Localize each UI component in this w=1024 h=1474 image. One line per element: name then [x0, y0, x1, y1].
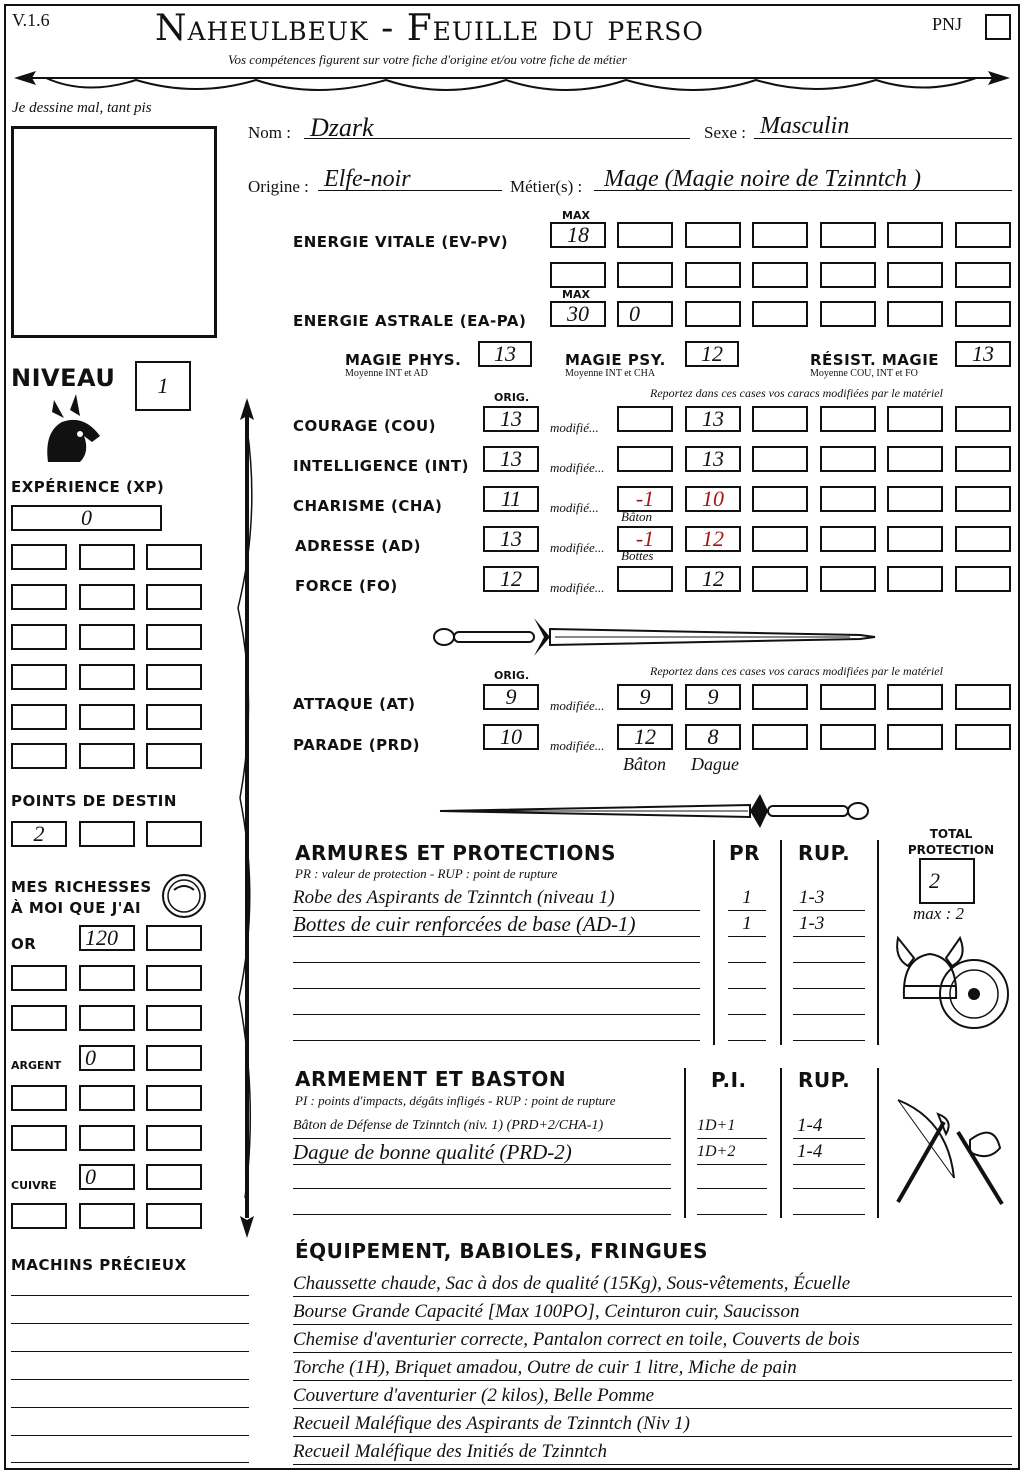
combat-box[interactable]	[820, 684, 876, 710]
ev-box[interactable]	[955, 262, 1011, 288]
ev-box[interactable]	[617, 222, 673, 248]
equipement-item[interactable]: Torche (1H), Briquet amadou, Outre de cuir 1 litre, Miche de pain	[293, 1356, 1012, 1381]
armures-pr-label: PR	[729, 841, 761, 865]
money-box[interactable]	[146, 925, 202, 951]
ea-max-box[interactable]	[550, 301, 606, 327]
arme-item-rup[interactable]: 1-4	[793, 1114, 865, 1139]
machins-line[interactable]	[11, 1435, 249, 1436]
equipement-item[interactable]: Chaussette chaude, Sac à dos de qualité (15Kg), Sous-vêtements, Écuelle	[293, 1272, 1012, 1297]
arme-empty-line[interactable]	[793, 1214, 865, 1215]
combat-orig-value: 9	[505, 684, 517, 709]
stat-box[interactable]	[752, 526, 808, 552]
money-box[interactable]	[146, 1125, 202, 1151]
or-value: 120	[85, 925, 118, 950]
pnj-checkbox[interactable]	[985, 14, 1011, 40]
nom-label: Nom :	[248, 123, 291, 142]
ev-box[interactable]	[955, 222, 1011, 248]
stat-adresse-label: ADRESSE (AD)	[295, 537, 422, 555]
argent-value: 0	[85, 1045, 96, 1070]
stat-adresse-final[interactable]	[685, 526, 741, 552]
xp-grid-box[interactable]	[79, 743, 135, 769]
ea-current-box[interactable]	[617, 301, 673, 327]
attaque-baton[interactable]	[617, 684, 673, 710]
stat-box[interactable]	[955, 566, 1011, 592]
resist-magie-label: RÉSIST. MAGIE	[810, 351, 940, 369]
stat-box[interactable]	[820, 406, 876, 432]
combat-value: 12	[634, 724, 656, 749]
ev-box[interactable]	[887, 262, 943, 288]
arme-empty-line[interactable]	[697, 1214, 767, 1215]
combat-note-dague: Dague	[691, 754, 739, 774]
combat-mod-label: modifiée...	[550, 738, 605, 753]
destin-box[interactable]	[11, 821, 67, 847]
stat-force-final[interactable]	[685, 566, 741, 592]
stat-charisme-label: CHARISME (CHA)	[293, 497, 443, 515]
money-box[interactable]	[11, 1005, 67, 1031]
equipement-item[interactable]: Recueil Maléfique des Initiés de Tzinntch	[293, 1440, 1012, 1465]
xp-grid-box[interactable]	[146, 704, 202, 730]
arme-item-name[interactable]: Bâton de Défense de Tzinntch (niv. 1) (PRD+2/CHA-1)	[293, 1114, 671, 1139]
stat-adresse-mod-note: Bottes	[621, 548, 654, 563]
niveau-box[interactable]	[135, 361, 191, 411]
money-box[interactable]	[146, 1164, 202, 1190]
xp-grid-box[interactable]	[146, 624, 202, 650]
cuivre-box[interactable]	[79, 1164, 135, 1190]
xp-grid-box[interactable]	[79, 544, 135, 570]
machins-label: MACHINS PRÉCIEUX	[11, 1256, 187, 1274]
magie-psy-value: 12	[701, 341, 723, 366]
ev-box[interactable]	[820, 222, 876, 248]
combat-box[interactable]	[887, 724, 943, 750]
ev-box[interactable]	[752, 222, 808, 248]
armure-item-pr[interactable]: 1	[728, 886, 766, 911]
armure-empty-line[interactable]	[728, 988, 766, 989]
equipement-item[interactable]: Bourse Grande Capacité [Max 100PO], Ceinturon cuir, Saucisson	[293, 1300, 1012, 1325]
stat-charisme-final[interactable]	[685, 486, 741, 512]
argent-label: ARGENT	[11, 1059, 62, 1072]
xp-grid-box[interactable]	[79, 624, 135, 650]
stat-box[interactable]	[955, 406, 1011, 432]
stat-box[interactable]	[887, 526, 943, 552]
magie-psy-label: MAGIE PSY.	[565, 351, 666, 369]
combat-value: 9	[639, 684, 651, 709]
dragon-icon	[40, 392, 104, 464]
ea-max-label: MAX	[562, 288, 590, 301]
metier-label: Métier(s) :	[510, 177, 583, 196]
stat-charisme-mod-note: Bâton	[621, 509, 653, 524]
xp-grid-box[interactable]	[146, 584, 202, 610]
money-box[interactable]	[11, 1203, 67, 1229]
total-protection-box[interactable]	[919, 858, 975, 904]
stat-orig-value: 13	[500, 526, 522, 551]
armement-rup-label: RUP.	[798, 1068, 851, 1092]
armure-empty-line[interactable]	[793, 1014, 865, 1015]
money-box[interactable]	[11, 965, 67, 991]
money-box[interactable]	[79, 1125, 135, 1151]
machins-line[interactable]	[11, 1379, 249, 1380]
total-protection-label: TOTAL PROTECTION	[907, 827, 995, 857]
stat-box[interactable]	[820, 446, 876, 472]
armure-empty-line[interactable]	[793, 1040, 865, 1041]
destin-box[interactable]	[79, 821, 135, 847]
xp-grid-box[interactable]	[11, 624, 67, 650]
armement-col-divider	[780, 1068, 782, 1218]
stat-charisme-orig[interactable]	[483, 486, 539, 512]
magie-phys-label: MAGIE PHYS.	[345, 351, 462, 369]
staff-icon	[230, 398, 264, 1238]
arme-item-pi[interactable]: 1D+2	[697, 1140, 767, 1165]
sexe-value[interactable]: Masculin	[760, 113, 850, 139]
stat-orig-value: 13	[500, 446, 522, 471]
arme-empty-line[interactable]	[793, 1188, 865, 1189]
garland-divider	[6, 66, 1018, 106]
combat-box[interactable]	[820, 724, 876, 750]
destin-box[interactable]	[146, 821, 202, 847]
xp-grid-box[interactable]	[11, 544, 67, 570]
combat-value: 9	[707, 684, 719, 709]
ea-box[interactable]	[820, 301, 876, 327]
ev-box[interactable]	[685, 262, 741, 288]
stat-mod-label: modifiée...	[550, 460, 605, 475]
ev-box[interactable]	[887, 222, 943, 248]
richesses-label: MES RICHESSES À MOI QUE J'AI	[11, 878, 152, 917]
origine-label: Origine :	[248, 177, 309, 196]
armures-col-divider	[713, 840, 715, 1045]
stat-courage-mod[interactable]	[617, 406, 673, 432]
parade-orig[interactable]	[483, 724, 539, 750]
armure-item-pr[interactable]: 1	[728, 912, 766, 937]
xp-grid-box[interactable]	[11, 743, 67, 769]
ea-max-value: 30	[567, 301, 589, 326]
version-label: V.1.6	[12, 10, 50, 30]
stat-mod-value: -1	[635, 486, 655, 511]
stat-box[interactable]	[752, 566, 808, 592]
machins-line[interactable]	[11, 1295, 249, 1296]
sword-icon	[430, 786, 880, 836]
combat-box[interactable]	[887, 684, 943, 710]
stat-mod-label: modifié...	[550, 420, 599, 435]
pnj-label: PNJ	[932, 14, 963, 34]
combat-report-note: Reportez dans ces cases vos caracs modifiées par le matériel	[650, 664, 943, 678]
combat-attaque-label: ATTAQUE (AT)	[293, 695, 416, 713]
coin-icon	[160, 872, 208, 920]
xp-label: EXPÉRIENCE (XP)	[11, 478, 165, 496]
stat-courage-label: COURAGE (COU)	[293, 417, 437, 435]
armure-empty-line[interactable]	[293, 988, 700, 989]
stat-force-mod[interactable]	[617, 566, 673, 592]
stat-box[interactable]	[887, 566, 943, 592]
machins-line[interactable]	[11, 1323, 249, 1324]
resist-magie-box[interactable]	[955, 341, 1011, 367]
ev-box[interactable]	[685, 222, 741, 248]
money-box[interactable]	[79, 1203, 135, 1229]
argent-box[interactable]	[79, 1045, 135, 1071]
stat-final-value: 12	[702, 566, 724, 591]
armement-pi-label: P.I.	[711, 1068, 747, 1092]
ea-current-value: 0	[629, 301, 640, 326]
ev-box[interactable]	[617, 262, 673, 288]
ev-box[interactable]	[820, 262, 876, 288]
stat-intelligence-final[interactable]	[685, 446, 741, 472]
ea-box[interactable]	[887, 301, 943, 327]
armement-col-divider	[877, 1068, 879, 1218]
armures-col-divider	[877, 840, 879, 1045]
stat-final-value: 12	[702, 526, 724, 551]
armure-empty-line[interactable]	[728, 1014, 766, 1015]
money-box[interactable]	[79, 1085, 135, 1111]
magie-phys-value: 13	[494, 341, 516, 366]
stat-box[interactable]	[955, 446, 1011, 472]
ev-box[interactable]	[752, 262, 808, 288]
parade-baton[interactable]	[617, 724, 673, 750]
stat-mod-label: modifié...	[550, 500, 599, 515]
combat-parade-label: PARADE (PRD)	[293, 736, 421, 754]
armure-empty-line[interactable]	[293, 962, 700, 963]
stat-orig-value: 11	[500, 486, 522, 511]
portrait-caption: Je dessine mal, tant pis	[12, 100, 152, 116]
arme-item-pi[interactable]: 1D+1	[697, 1114, 767, 1139]
resist-magie-note: Moyenne COU, INT et FO	[810, 368, 918, 379]
combat-box[interactable]	[955, 724, 1011, 750]
cuivre-label: CUIVRE	[11, 1179, 57, 1192]
parade-dague[interactable]	[685, 724, 741, 750]
stat-intelligence-mod[interactable]	[617, 446, 673, 472]
combat-orig-label: ORIG.	[494, 669, 530, 682]
cuivre-value: 0	[85, 1164, 96, 1189]
armure-empty-line[interactable]	[293, 1040, 700, 1041]
helmet-shield-icon	[890, 928, 1014, 1038]
xp-grid-box[interactable]	[11, 584, 67, 610]
ev-box[interactable]	[550, 262, 606, 288]
xp-grid-box[interactable]	[79, 664, 135, 690]
money-box[interactable]	[11, 1085, 67, 1111]
magie-psy-box[interactable]	[685, 341, 739, 367]
ea-label: ENERGIE ASTRALE (EA-PA)	[293, 312, 527, 330]
armures-title: ARMURES ET PROTECTIONS	[295, 841, 616, 865]
armement-col-divider	[684, 1068, 686, 1218]
armure-empty-line[interactable]	[793, 962, 865, 963]
armure-empty-line[interactable]	[293, 1014, 700, 1015]
armure-item-rup[interactable]: 1-3	[793, 886, 865, 911]
stat-box[interactable]	[955, 486, 1011, 512]
stat-courage-orig[interactable]	[483, 406, 539, 432]
ev-max-label: MAX	[562, 209, 590, 222]
xp-grid-box[interactable]	[146, 743, 202, 769]
stat-force-orig[interactable]	[483, 566, 539, 592]
money-box[interactable]	[11, 1125, 67, 1151]
xp-box[interactable]	[11, 505, 162, 531]
stat-final-value: 13	[702, 446, 724, 471]
total-protection-max: max : 2	[913, 904, 964, 923]
niveau-value: 1	[157, 373, 169, 398]
armure-empty-line[interactable]	[728, 1040, 766, 1041]
magie-psy-note: Moyenne INT et CHA	[565, 368, 656, 379]
destin-value: 2	[33, 821, 45, 846]
arme-item-name[interactable]: Dague de bonne qualité (PRD-2)	[293, 1140, 671, 1165]
combat-box[interactable]	[955, 684, 1011, 710]
stat-final-value: 10	[702, 486, 724, 511]
attaque-dague[interactable]	[685, 684, 741, 710]
stat-mod-label: modifiée...	[550, 540, 605, 555]
money-box[interactable]	[146, 1005, 202, 1031]
stat-mod-label: modifiée...	[550, 580, 605, 595]
armure-item-name[interactable]: Bottes de cuir renforcées de base (AD-1)	[293, 912, 700, 937]
money-box[interactable]	[146, 1085, 202, 1111]
resist-magie-value: 13	[972, 341, 994, 366]
attaque-orig[interactable]	[483, 684, 539, 710]
sheet-title: Naheulbeuk - Feuille du perso	[155, 8, 704, 49]
xp-grid-box[interactable]	[11, 664, 67, 690]
equipement-item[interactable]: Chemise d'aventurier correcte, Pantalon correct en toile, Couverts de bois	[293, 1328, 1012, 1353]
or-box[interactable]	[79, 925, 135, 951]
stat-intelligence-label: INTELLIGENCE (INT)	[293, 457, 469, 475]
stat-box[interactable]	[887, 406, 943, 432]
stats-report-note: Reportez dans ces cases vos caracs modifiées par le matériel	[650, 386, 943, 400]
weapons-icon	[884, 1092, 1012, 1216]
sexe-label: Sexe :	[704, 123, 747, 142]
stat-final-value: 13	[702, 406, 724, 431]
stat-box[interactable]	[887, 446, 943, 472]
stat-box[interactable]	[887, 486, 943, 512]
niveau-label: NIVEAU	[11, 364, 116, 392]
armure-item-name[interactable]: Robe des Aspirants de Tzinntch (niveau 1)	[293, 886, 700, 911]
machins-line[interactable]	[11, 1407, 249, 1408]
xp-grid-box[interactable]	[11, 704, 67, 730]
money-box[interactable]	[79, 1005, 135, 1031]
xp-grid-box[interactable]	[146, 664, 202, 690]
armure-empty-line[interactable]	[793, 988, 865, 989]
machins-line[interactable]	[11, 1462, 249, 1463]
combat-box[interactable]	[752, 684, 808, 710]
ev-max-value: 18	[567, 222, 589, 247]
ev-label: ENERGIE VITALE (EV-PV)	[293, 233, 509, 251]
destin-label: POINTS DE DESTIN	[11, 792, 177, 810]
ea-box[interactable]	[955, 301, 1011, 327]
armures-col-divider	[780, 840, 782, 1045]
stat-box[interactable]	[752, 406, 808, 432]
arme-item-rup[interactable]: 1-4	[793, 1140, 865, 1165]
machins-line[interactable]	[11, 1351, 249, 1352]
stat-box[interactable]	[955, 526, 1011, 552]
xp-grid-box[interactable]	[146, 544, 202, 570]
stat-orig-value: 13	[500, 406, 522, 431]
xp-value: 0	[81, 505, 92, 530]
stat-courage-final[interactable]	[685, 406, 741, 432]
stat-intelligence-orig[interactable]	[483, 446, 539, 472]
stat-adresse-orig[interactable]	[483, 526, 539, 552]
or-label: OR	[11, 935, 37, 953]
magie-phys-box[interactable]	[478, 341, 532, 367]
armures-note: PR : valeur de protection - RUP : point de rupture	[295, 866, 558, 881]
stat-mod-value: -1	[635, 526, 655, 551]
metier-value[interactable]: Mage (Magie noire de Tzinntch )	[604, 166, 922, 192]
armement-title: ARMEMENT ET BASTON	[295, 1067, 567, 1091]
money-box[interactable]	[146, 1045, 202, 1071]
sheet-subtitle: Vos compétences figurent sur votre fiche d'origine et/ou votre fiche de métier	[228, 52, 627, 67]
arme-empty-line[interactable]	[293, 1214, 671, 1215]
xp-grid-box[interactable]	[79, 584, 135, 610]
stat-box[interactable]	[820, 486, 876, 512]
combat-mod-label: modifiée...	[550, 698, 605, 713]
armement-note: PI : points d'impacts, dégâts infligés - RUP : point de rupture	[295, 1093, 616, 1108]
sword-icon	[430, 612, 880, 662]
arme-empty-line[interactable]	[697, 1188, 767, 1189]
equipement-item[interactable]: Couverture d'aventurier (2 kilos), Belle Pomme	[293, 1384, 1012, 1409]
armure-empty-line[interactable]	[728, 962, 766, 963]
stat-orig-value: 12	[500, 566, 522, 591]
arme-empty-line[interactable]	[293, 1188, 671, 1189]
origine-value[interactable]: Elfe-noir	[324, 166, 411, 192]
ev-max-box[interactable]	[550, 222, 606, 248]
xp-grid-box[interactable]	[79, 704, 135, 730]
money-box[interactable]	[79, 965, 135, 991]
portrait-box[interactable]	[11, 126, 217, 338]
stat-box[interactable]	[820, 566, 876, 592]
ea-box[interactable]	[752, 301, 808, 327]
combat-note-baton: Bâton	[623, 754, 666, 774]
stat-box[interactable]	[752, 486, 808, 512]
nom-value[interactable]: Dzark	[310, 113, 374, 142]
combat-orig-value: 10	[500, 724, 522, 749]
equipement-title: ÉQUIPEMENT, BABIOLES, FRINGUES	[295, 1239, 709, 1263]
stat-box[interactable]	[752, 446, 808, 472]
armures-rup-label: RUP.	[798, 841, 851, 865]
ea-box[interactable]	[685, 301, 741, 327]
combat-box[interactable]	[752, 724, 808, 750]
magie-phys-note: Moyenne INT et AD	[345, 368, 428, 379]
stat-box[interactable]	[820, 526, 876, 552]
stats-orig-label: ORIG.	[494, 391, 530, 404]
stat-force-label: FORCE (FO)	[295, 577, 398, 595]
money-box[interactable]	[146, 1203, 202, 1229]
total-protection-value: 2	[929, 868, 940, 893]
equipement-item[interactable]: Recueil Maléfique des Aspirants de Tzinntch (Niv 1)	[293, 1412, 1012, 1437]
money-box[interactable]	[146, 965, 202, 991]
armure-item-rup[interactable]: 1-3	[793, 912, 865, 937]
combat-value: 8	[707, 724, 719, 749]
